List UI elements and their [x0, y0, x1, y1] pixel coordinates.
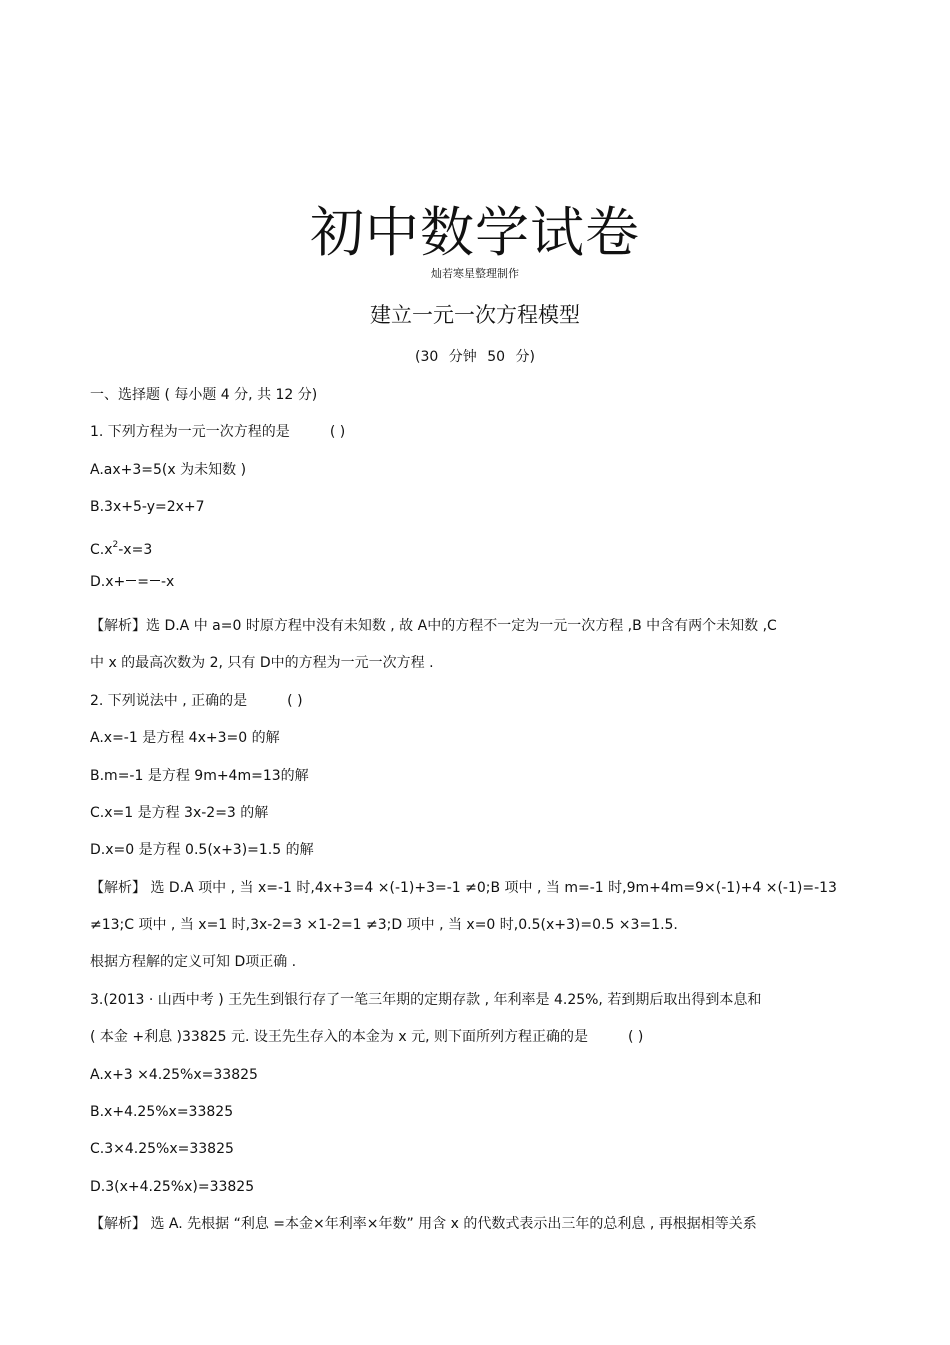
q2-option-a: A.x=-1 是方程 4x+3=0 的解 [90, 730, 280, 747]
q2-option-d: D.x=0 是方程 0.5(x+3)=1.5 的解 [90, 842, 314, 859]
section-title: 建立一元一次方程模型 [370, 303, 580, 327]
q2-option-c: C.x=1 是方程 3x-2=3 的解 [90, 804, 269, 821]
q1-option-d-base: D.x+ [90, 573, 126, 590]
q1-option-c [90, 532, 860, 569]
time-score: (30 分钟 50 分) [415, 349, 535, 365]
q1-option-d-rest: -x [160, 573, 175, 590]
equals-sign: = [137, 573, 149, 590]
q2-analysis-line-3: 根据方程解的定义可知 D项正确 . [90, 954, 297, 971]
answer-parens: ( ) [287, 692, 303, 709]
q3-option-a: A.x+3 ×4.25%x=33825 [90, 1066, 258, 1083]
section-heading: 一、选择题 ( 每小题 4 分, 共 12 分) [90, 387, 318, 403]
exam-content [90, 382, 860, 1249]
exponent: 2 [112, 539, 119, 550]
q1-option-b: B.3x+5-y=2x+7 [90, 499, 205, 516]
fraction-bar [126, 580, 136, 581]
question-3-stem-line-1: 3.(2013 · 山西中考 ) 王先生到银行存了一笔三年期的定期存款 , 年利率是 4.25%, 若到期后取出得到本息和 [90, 991, 762, 1008]
question-2-text: 2. 下列说法中 , 正确的是 [90, 692, 248, 709]
q2-analysis-line-1: 【解析】 选 D.A 项中 , 当 x=-1 时,4x+3=4 ×(-1)+3=-1 ≠0;B 项中 , 当 m=-1 时,9m+4m=9×(-1)+4 ×(-1)=-13 [90, 879, 837, 896]
q2-option-b: B.m=-1 是方程 9m+4m=13的解 [90, 767, 309, 784]
answer-parens: ( ) [627, 1029, 644, 1046]
question-2-stem [90, 688, 860, 725]
answer-parens: ( ) [329, 424, 346, 441]
question-3-text: ( 本金 +利息 )33825 元. 设王先生存入的本金为 x 元, 则下面所列方程正确的是 [90, 1029, 588, 1046]
q1-option-c-base: C.x [90, 541, 113, 558]
q1-analysis-line-1: 【解析】选 D.A 中 a=0 时原方程中没有未知数 , 故 A中的方程不一定为一元一次方程 ,B 中含有两个未知数 ,C [90, 617, 777, 634]
page-title: 初中数学试卷 [310, 201, 640, 264]
q3-analysis-line-1: 【解析】 选 A. 先根据 “利息 =本金×年利率×年数” 用含 x 的代数式表示出三年的总利息 , 再根据相等关系 [90, 1216, 757, 1233]
q1-option-a: A.ax+3=5(x 为未知数 ) [90, 461, 247, 478]
q1-analysis-line-2: 中 x 的最高次数为 2, 只有 D中的方程为一元一次方程 . [90, 655, 434, 672]
q3-option-d: D.3(x+4.25%x)=33825 [90, 1178, 255, 1195]
fraction-bar [150, 580, 160, 581]
q2-analysis-line-2: ≠13;C 项中 , 当 x=1 时,3x-2=3 ×1-2=1 ≠3;D 项中 , 当 x=0 时,0.5(x+3)=0.5 ×3=1.5. [90, 917, 678, 934]
question-3-stem-line-2 [90, 1024, 860, 1061]
q3-option-c: C.3×4.25%x=33825 [90, 1141, 234, 1158]
q3-option-b: B.x+4.25%x=33825 [90, 1104, 234, 1121]
q1-option-c-rest: -x=3 [118, 541, 153, 558]
producer-note: 灿若寒星整理制作 [431, 267, 519, 280]
q1-option-d [90, 569, 860, 613]
question-1-text: 1. 下列方程为一元一次方程的是 [90, 424, 290, 441]
question-1-stem [90, 419, 860, 456]
